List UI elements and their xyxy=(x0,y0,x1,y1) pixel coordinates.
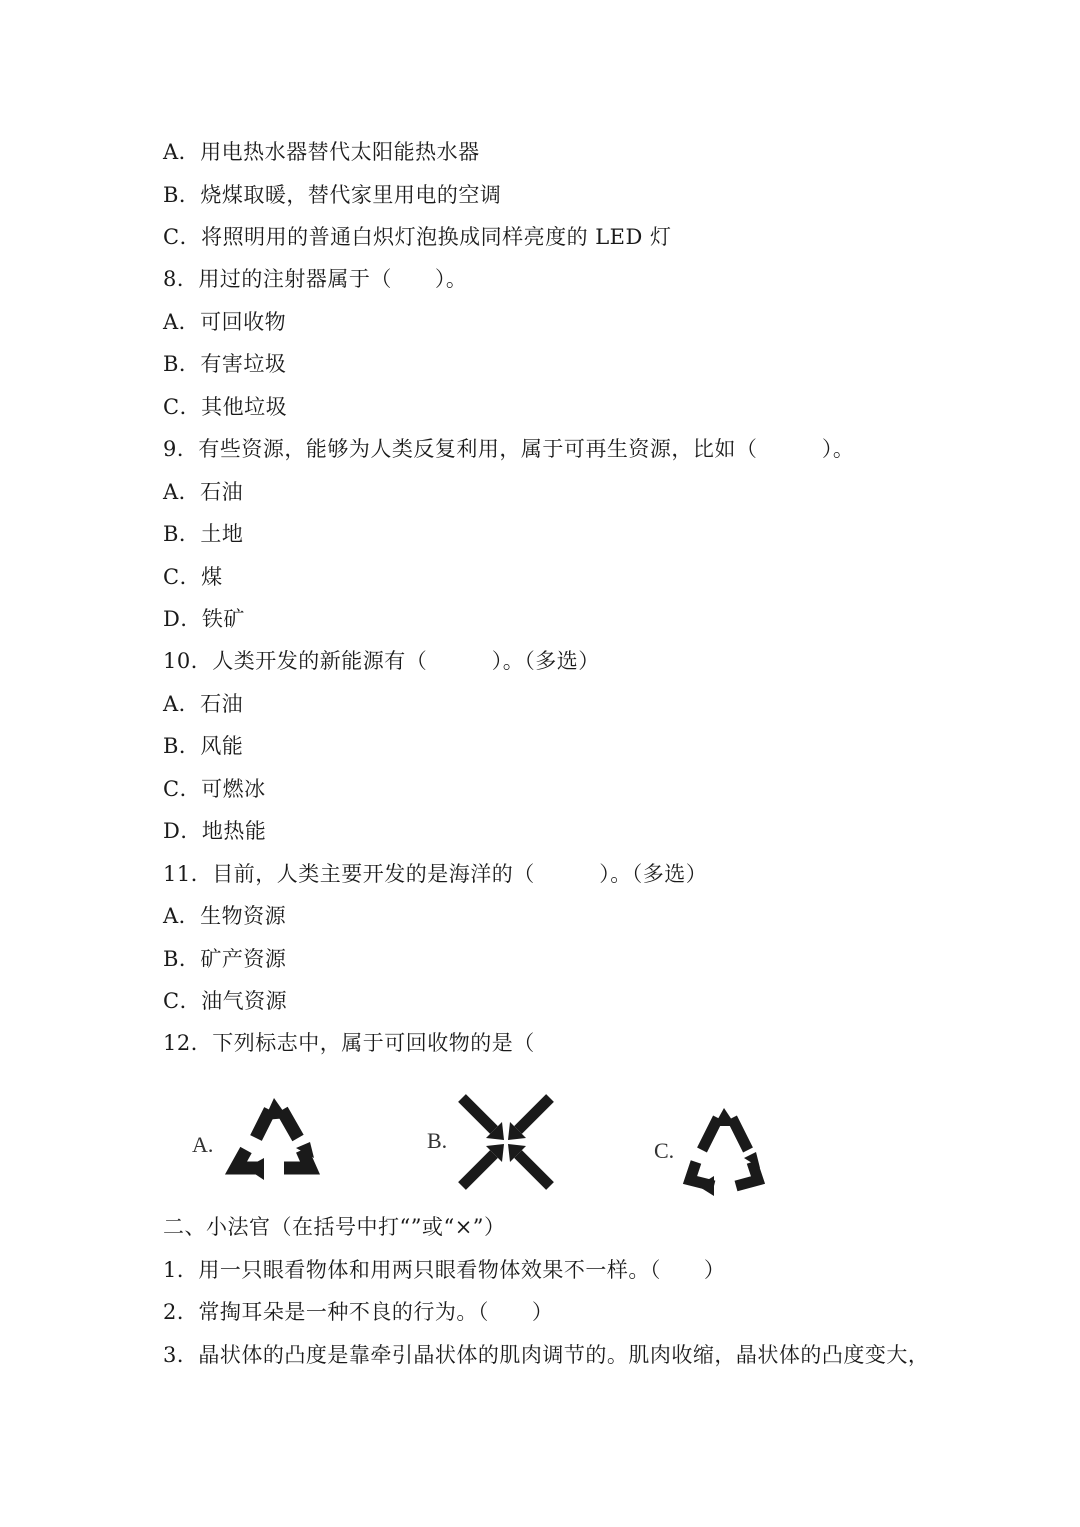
question-8: 8．用过的注射器属于（ ）。 xyxy=(163,267,468,291)
option-line: C．将照明用的普通白炽灯泡换成同样亮度的 LED 灯 xyxy=(163,225,672,249)
question-9: 9．有些资源，能够为人类反复利用，属于可再生资源，比如（ ）。 xyxy=(163,437,855,461)
figure-option-c xyxy=(650,1080,820,1200)
option-line: D．地热能 xyxy=(163,819,267,843)
figure-option-b xyxy=(420,1080,590,1200)
figure-option-a xyxy=(160,1080,330,1200)
question-11: 11．目前，人类主要开发的是海洋的（ ）。（多选） xyxy=(163,862,708,886)
option-line: B．土地 xyxy=(163,522,244,546)
figure-label-b: B. xyxy=(427,1128,448,1153)
option-line: A．用电热水器替代太阳能热水器 xyxy=(163,140,480,164)
option-line: C．其他垃圾 xyxy=(163,395,288,419)
true-false-item: 3．晶状体的凸度是靠牵引晶状体的肌肉调节的。肌肉收缩，晶状体的凸度变大， xyxy=(163,1343,930,1367)
true-false-item: 2．常掏耳朵是一种不良的行为。（ ） xyxy=(163,1300,554,1324)
recycle-triangle-icon xyxy=(218,1088,328,1188)
recycle-triangle-icon xyxy=(680,1104,770,1204)
option-line: C．油气资源 xyxy=(163,989,288,1013)
option-line: B．有害垃圾 xyxy=(163,352,287,376)
option-line: B．烧煤取暖，替代家里用电的空调 xyxy=(163,183,502,207)
option-line: D．铁矿 xyxy=(163,607,245,631)
true-false-item: 1．用一只眼看物体和用两只眼看物体效果不一样。（ ） xyxy=(163,1258,726,1282)
figure-label-a: A. xyxy=(192,1132,214,1157)
question-10: 10．人类开发的新能源有（ ）。（多选） xyxy=(163,649,600,673)
figure-label-c: C. xyxy=(654,1138,675,1163)
recycle-symbols-figure xyxy=(160,1080,920,1210)
option-line: A．石油 xyxy=(163,480,244,504)
option-line: A．石油 xyxy=(163,692,244,716)
inward-arrows-x-icon xyxy=(456,1092,556,1192)
option-line: C．煤 xyxy=(163,565,223,589)
question-12: 12．下列标志中，属于可回收物的是（ xyxy=(163,1031,535,1055)
option-line: A．生物资源 xyxy=(163,904,287,928)
option-line: B．矿产资源 xyxy=(163,947,287,971)
section-2-heading: 二、小法官（在括号中打“”或“×”） xyxy=(163,1215,506,1239)
option-line: A．可回收物 xyxy=(163,310,287,334)
option-line: B．风能 xyxy=(163,734,244,758)
option-line: C．可燃冰 xyxy=(163,777,266,801)
